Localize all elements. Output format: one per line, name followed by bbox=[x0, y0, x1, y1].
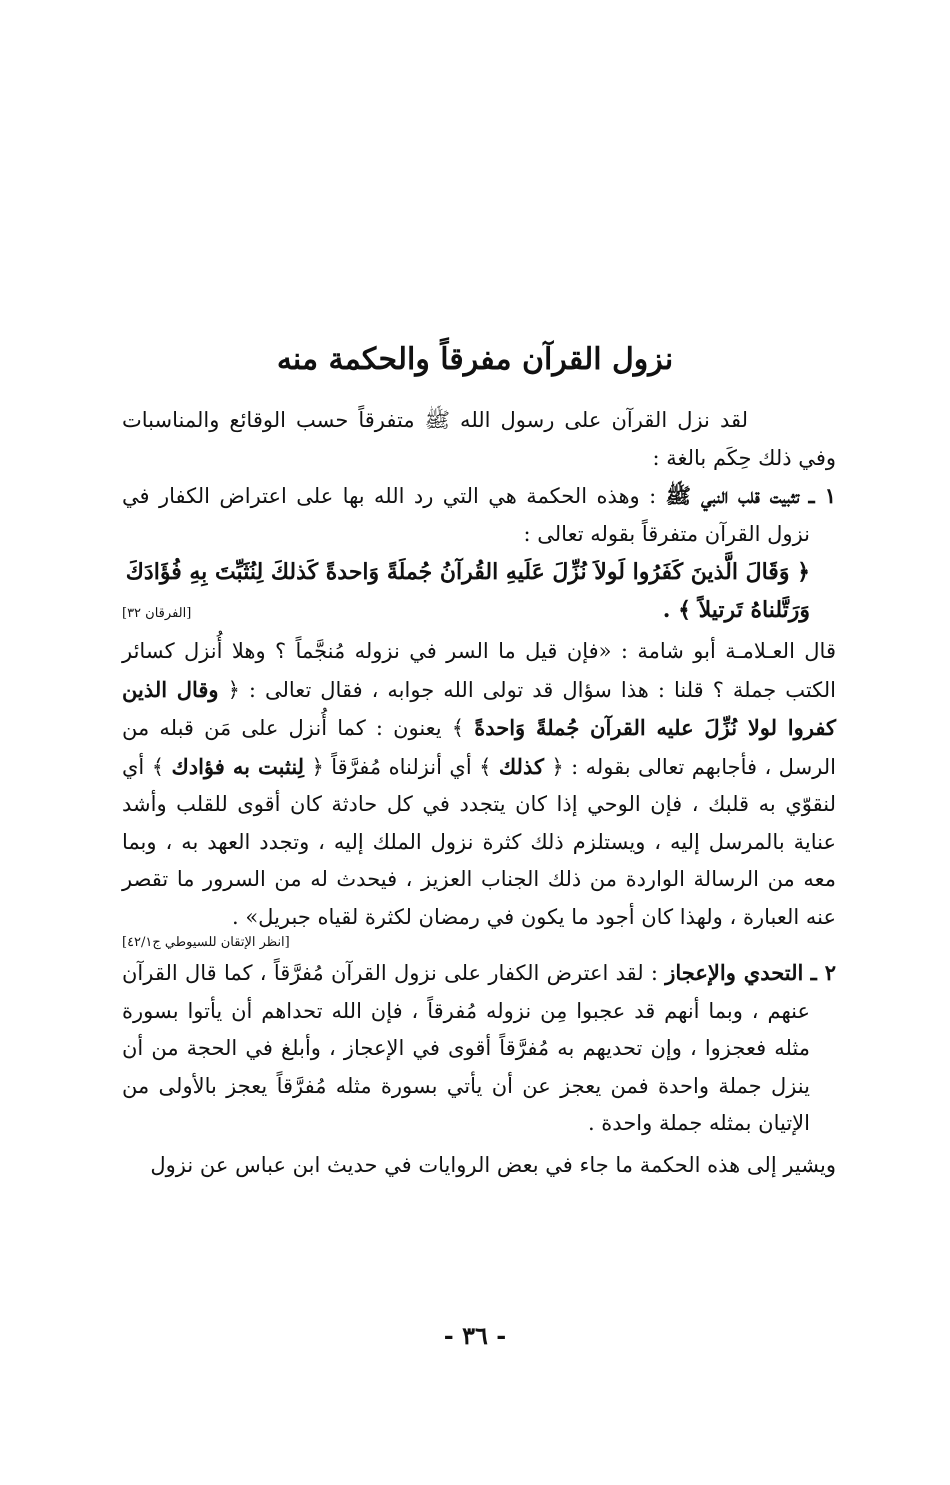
quote-part-a: قال العـلامـة أبو شامة : «فإن قيل ما السر في نزوله مُنجَّماً ؟ وهلا أُنزل كسائر الكتب جملة ؟ قلنا : هذا سؤال قد تولى الله جوابه ، فقال تعالى : ﴿ bbox=[122, 639, 836, 702]
itqan-reference: [انظر الإتقان للسيوطي ج٤٢/١] bbox=[122, 935, 290, 950]
quote-verse-b: وقال الذين كفروا لولا نُزِّلَ عليه القرآن جُملةً وَاحدةً bbox=[122, 676, 836, 740]
point-1-text: : وهذه الحكمة هي التي رد الله بها على اعتراض الكفار في نزول القرآن متفرقاً بقوله تعالى : bbox=[122, 484, 810, 546]
point-1-paragraph bbox=[122, 477, 836, 553]
page-number: - ٣٦ - bbox=[443, 1321, 507, 1350]
quote-part-e: ﴾ أي أنزلناه مُفرَّقاً ﴿ bbox=[304, 754, 499, 779]
closing-paragraph: ويشير إلى هذه الحكمة ما جاء في بعض الروايات في حديث ابن عباس عن نزول bbox=[150, 1152, 836, 1177]
quran-verse bbox=[122, 553, 836, 633]
intro-paragraph: لقد نزل القرآن على رسول الله ﷺ متفرقاً حسب الوقائع والمناسبات وفي ذلك حِكَم بالغة : bbox=[122, 408, 836, 470]
point-2-text: : لقد اعترض الكفار على نزول القرآن مُفرَّقاً ، كما قال القرآن عنهم ، وبما أنهم قد عجبوا مِن نزوله مُفرقاً ، فإن الله تحداهم أن يأتوا بسورة مثله فعجزوا ، وإن تحديهم به مُفرَّقاً أقوى في الإعجاز ، وأبلغ في الحجة من أن ينزل جملة واحدة فمن يعجز عن أن يأتي بسورة مثله مُفرَّقاً يعجز بالأولى من الإتيان بمثله جملة واحدة . bbox=[122, 961, 810, 1135]
verse-line-1: ﴿ وَقَالَ الَّذينَ كَفَرُوا لَولاَ نُزِّلَ عَلَيهِ القُرآنُ جُملَةً وَاحدةً كَذلكَ لِنُثَبِّتَ بِهِ فُؤَادَكَ bbox=[125, 559, 810, 585]
main-text bbox=[122, 402, 836, 1184]
verse-line-2-row bbox=[122, 591, 810, 633]
quote-verse-d: كذلك bbox=[498, 753, 544, 779]
point-2-heading: التحدي والإعجاز bbox=[665, 960, 804, 985]
page-title: نزول القرآن مفرقاً والحكمة منه bbox=[276, 342, 674, 378]
point-2-number: ٢ ـ bbox=[810, 960, 836, 985]
quote-part-c: ﴾ يعنون : كما أُنزل على مَن قبله من الرسل ، فأجابهم تعالى بقوله : ﴿ bbox=[122, 716, 837, 779]
point-1-number: ١ ـ bbox=[808, 483, 836, 508]
point-2-paragraph bbox=[122, 954, 836, 1143]
point-1-heading: تثبيت قلب النبي ﷺ bbox=[665, 483, 800, 508]
quote-verse-f: لِنثبت به فؤادك bbox=[171, 753, 305, 779]
verse-line-2: وَرَتَّلناهُ تَرتيلاً ﴾ . bbox=[662, 597, 810, 623]
abu-shama-quote bbox=[122, 633, 836, 936]
quote-part-g: ﴾ أي لنقوّي به قلبك ، فإن الوحي إذا كان يتجدد في كل حادثة كان أقوى للقلب وأشد عناية بالمرسل إليه ، ويستلزم ذلك كثرة نزول الملك إليه ، وتجدد العهد به ، وبما معه من الرسالة الواردة من ذلك الجناب العزيز ، فيحدث له من السرور ما تقصر عنه العبارة ، ولهذا كان أجود ما يكون في رمضان لكثرة لقياه جبريل» . bbox=[122, 754, 836, 929]
verse-reference: [الفرقان ٣٢] bbox=[122, 606, 192, 621]
